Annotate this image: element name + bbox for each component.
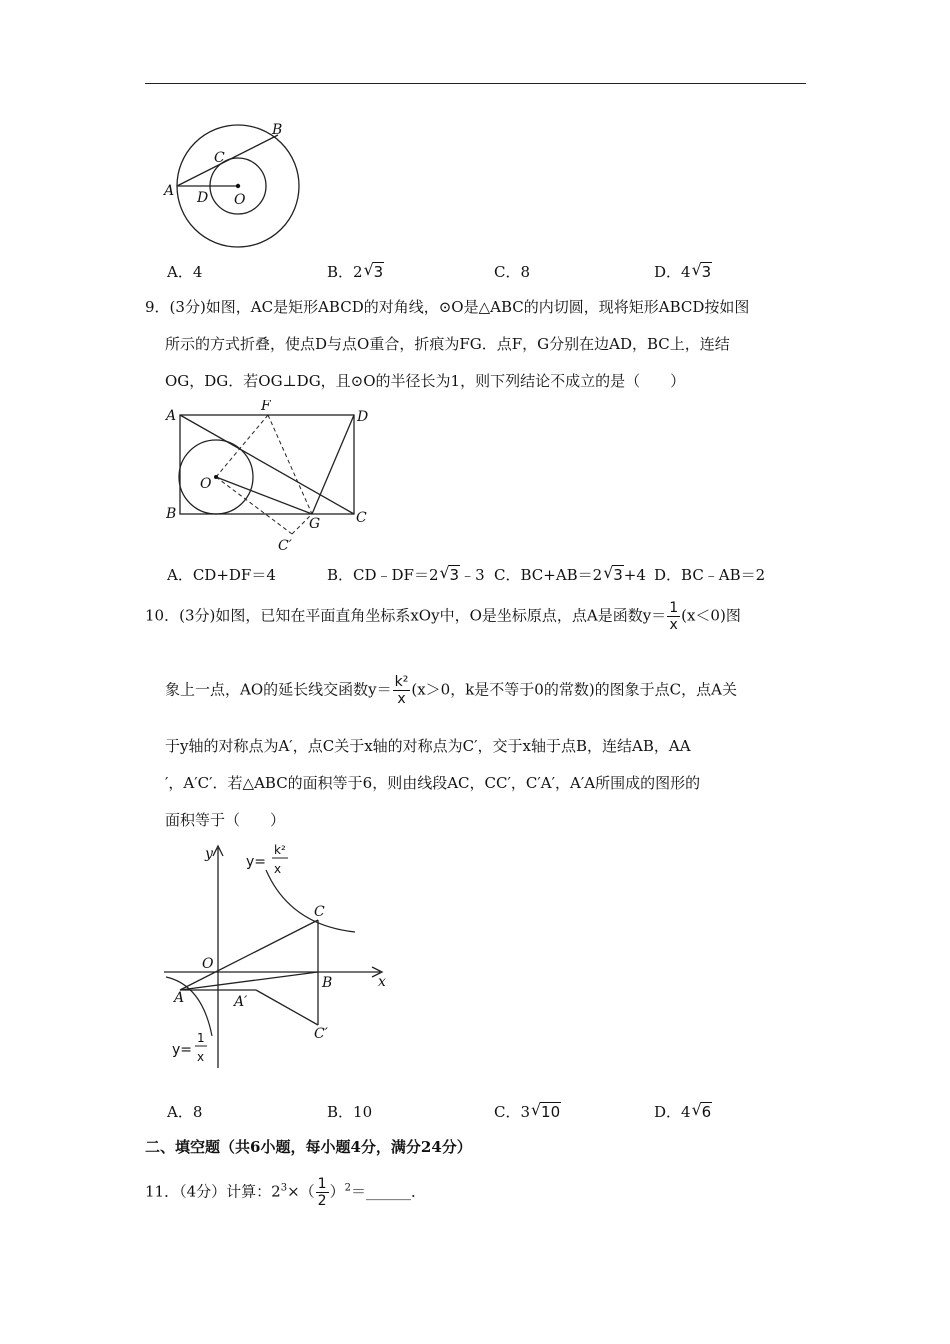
label-A: A <box>166 408 177 424</box>
q11-line: 11．（4分）计算：$2^3\times$（ $\frac{1}{2}$ ）$^2$＝______． <box>145 1176 426 1209</box>
q9-line2: 所示的方式折叠，使点D与点O重合，折痕为FG．点F，G分别在边AD，BC上，连结 <box>165 335 730 353</box>
fraction-1-over-2: $\frac{1}{2}$ <box>317 1176 327 1209</box>
segment-AB <box>180 972 318 990</box>
q10-figure <box>160 840 400 1075</box>
label-B: B <box>322 975 333 991</box>
section-heading: 二、填空题（共6小题，每小题4分，满分24分） <box>145 1138 472 1156</box>
label-O: O <box>202 956 214 972</box>
segment-ApCp <box>256 990 318 1025</box>
label-C: C <box>214 150 225 166</box>
fraction-1-over-x: $\frac{1}{x}$ <box>669 600 679 633</box>
header-rule <box>145 83 806 84</box>
q10-option-b[interactable]: B．10 <box>327 1103 373 1121</box>
label-B: B <box>166 506 177 522</box>
label-y: y <box>205 846 213 862</box>
label-F: F <box>261 400 271 414</box>
label-O: O <box>234 192 246 208</box>
label-G: G <box>309 516 321 532</box>
q10-line3: 于y轴的对称点为A′，点C关于x轴的对称点为C′，交于x轴于点B，连结AB，AA <box>165 737 691 755</box>
label-O: O <box>200 476 212 492</box>
label-Cp: C′ <box>278 538 292 554</box>
q9-line1: 9．(3分)如图，AC是矩形ABCD的对角线，⊙O是△ABC的内切圆，现将矩形ABCD按如图 <box>145 298 750 316</box>
q9-option-d[interactable]: D．BC﹣AB＝2 <box>654 566 766 584</box>
q9-option-a[interactable]: A．CD+DF＝4 <box>167 566 276 584</box>
q8-option-d[interactable]: D．4√ 3 <box>654 261 712 282</box>
label-A: A <box>164 183 175 199</box>
q10-line5: 面积等于（ ） <box>165 811 286 829</box>
segment-AC <box>180 920 318 990</box>
q10-option-c[interactable]: C．3√ 10 <box>494 1101 561 1122</box>
fn-label-1x-num: 1 <box>197 1031 205 1045</box>
fn-label-1x-den: x <box>197 1050 205 1064</box>
fold-OCp <box>216 477 292 534</box>
fold-OF <box>216 415 268 477</box>
q10-line4: ′，A′C′．若△ABC的面积等于6，则由线段AC，CC′，C′A′，A′A所围成的图形的 <box>165 774 701 792</box>
center-O-dot <box>214 475 218 479</box>
curve-k2-over-x <box>266 870 355 932</box>
fn-label-1x-prefix: y= <box>172 1042 193 1058</box>
q8-option-a[interactable]: A．4 <box>167 263 203 281</box>
q9-option-b[interactable]: B．CD﹣DF＝2√ 3﹣3 <box>327 564 485 585</box>
q8-figure <box>160 118 310 258</box>
q10-line2: 象上一点，AO的延长线交函数y＝ $\frac{\text{k²}}{x}$ (x＞0，k是不等于0的常数)的图象于点C，点A关 <box>165 674 737 707</box>
label-D: D <box>197 190 209 206</box>
q11-answer-blank[interactable]: ＝______． <box>350 1182 426 1201</box>
chord-AB <box>177 135 278 186</box>
diagonal-AC <box>180 415 354 514</box>
fn-label-k2-num: k² <box>274 843 286 857</box>
label-x: x <box>378 974 386 990</box>
q10-option-d[interactable]: D．4√ 6 <box>654 1101 712 1122</box>
q10-option-a[interactable]: A．8 <box>167 1103 203 1121</box>
label-C: C <box>314 904 325 920</box>
label-Cp: C′ <box>314 1026 328 1042</box>
q8-option-b[interactable]: B．2√ 3 <box>327 261 384 282</box>
label-A: A <box>174 990 185 1006</box>
fn-label-k2-prefix: y= <box>246 854 267 870</box>
fn-label-k2-den: x <box>274 862 282 876</box>
q9-option-c[interactable]: C．BC+AB＝2√ 3+4 <box>494 564 646 585</box>
q9-figure <box>160 400 380 555</box>
label-C: C <box>356 510 367 526</box>
fraction-k2-over-x: $\frac{\text{k²}}{x}$ <box>394 674 409 707</box>
center-dot <box>236 184 240 188</box>
q9-line3: OG，DG．若OG⊥DG，且⊙O的半径长为1，则下列结论不成立的是（ ） <box>165 372 686 390</box>
label-B: B <box>272 122 283 138</box>
label-Ap: A′ <box>234 994 248 1010</box>
q8-option-c[interactable]: C．8 <box>494 263 531 281</box>
q10-line1: 10．(3分)如图，已知在平面直角坐标系xOy中，O是坐标原点，点A是函数y＝ $\frac{1}{x}$ (x＜0)图 <box>145 600 741 633</box>
segment-DG <box>312 415 354 514</box>
label-D: D <box>357 409 369 425</box>
